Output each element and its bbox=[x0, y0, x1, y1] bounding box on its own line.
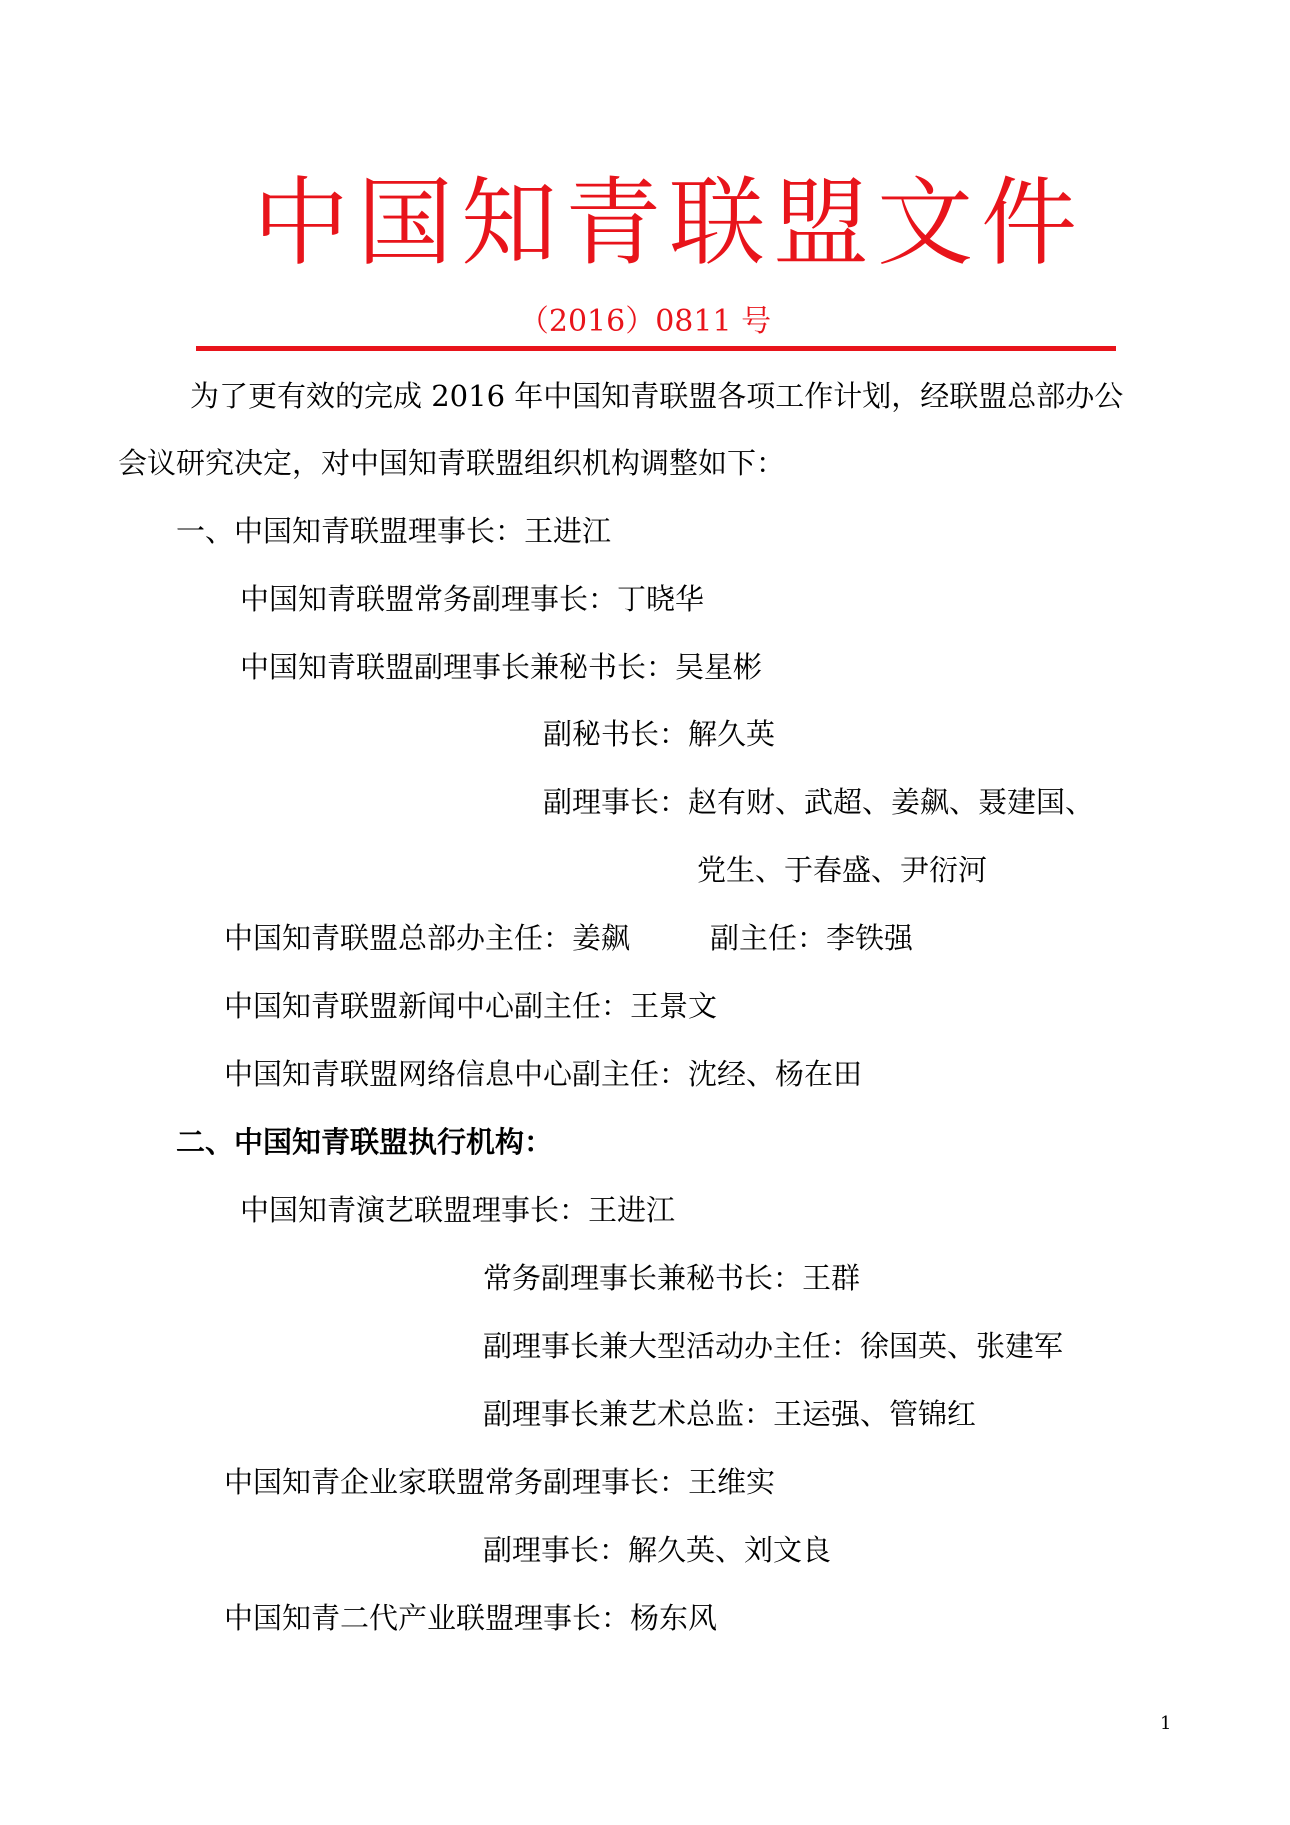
news-center-deputy: 中国知青联盟新闻中心副主任：王景文 bbox=[224, 989, 718, 1023]
performing-arts-vice-events: 副理事长兼大型活动办主任：徐国英、张建军 bbox=[483, 1329, 1064, 1363]
performing-arts-vice-art: 副理事长兼艺术总监：王运强、管锦红 bbox=[483, 1397, 977, 1431]
network-center-deputy: 中国知青联盟网络信息中心副主任：沈经、杨在田 bbox=[224, 1057, 863, 1091]
headquarters-office-deputy: 副主任：李铁强 bbox=[710, 921, 914, 955]
vice-chairs-line-1: 副理事长：赵有财、武超、姜飙、聂建国、 bbox=[543, 785, 1095, 819]
intro-paragraph-line-1: 为了更有效的完成 2016 年中国知青联盟各项工作计划，经联盟总部办公 bbox=[190, 379, 1124, 413]
entrepreneur-exec-vice: 中国知青企业家联盟常务副理事长：王维实 bbox=[224, 1465, 776, 1499]
executive-vice-chair: 中国知青联盟常务副理事长：丁晓华 bbox=[240, 582, 705, 616]
vice-chair-secretary-general: 中国知青联盟副理事长兼秘书长：吴星彬 bbox=[240, 650, 763, 684]
performing-arts-exec-vice: 常务副理事长兼秘书长：王群 bbox=[483, 1261, 861, 1295]
second-generation-chair: 中国知青二代产业联盟理事长：杨东风 bbox=[224, 1601, 718, 1635]
section1-heading: 一、中国知青联盟理事长：王进江 bbox=[176, 514, 612, 548]
performing-arts-chair: 中国知青演艺联盟理事长：王进江 bbox=[240, 1193, 676, 1227]
document-number: （2016）0811 号 bbox=[518, 304, 772, 339]
vice-chairs-line-2: 党生、于春盛、尹衍河 bbox=[697, 853, 988, 887]
headquarters-office-director: 中国知青联盟总部办主任：姜飙 bbox=[224, 921, 631, 955]
document-header-title: 中国知青联盟文件 bbox=[253, 167, 1085, 279]
section2-heading: 二、中国知青联盟执行机构： bbox=[176, 1125, 554, 1159]
page-number: 1 bbox=[1160, 1713, 1172, 1734]
intro-paragraph-line-2: 会议研究决定，对中国知青联盟组织机构调整如下： bbox=[118, 446, 786, 480]
red-divider-line bbox=[196, 346, 1116, 351]
deputy-secretary-general: 副秘书长：解久英 bbox=[543, 717, 776, 751]
entrepreneur-vice: 副理事长：解久英、刘文良 bbox=[483, 1533, 832, 1567]
